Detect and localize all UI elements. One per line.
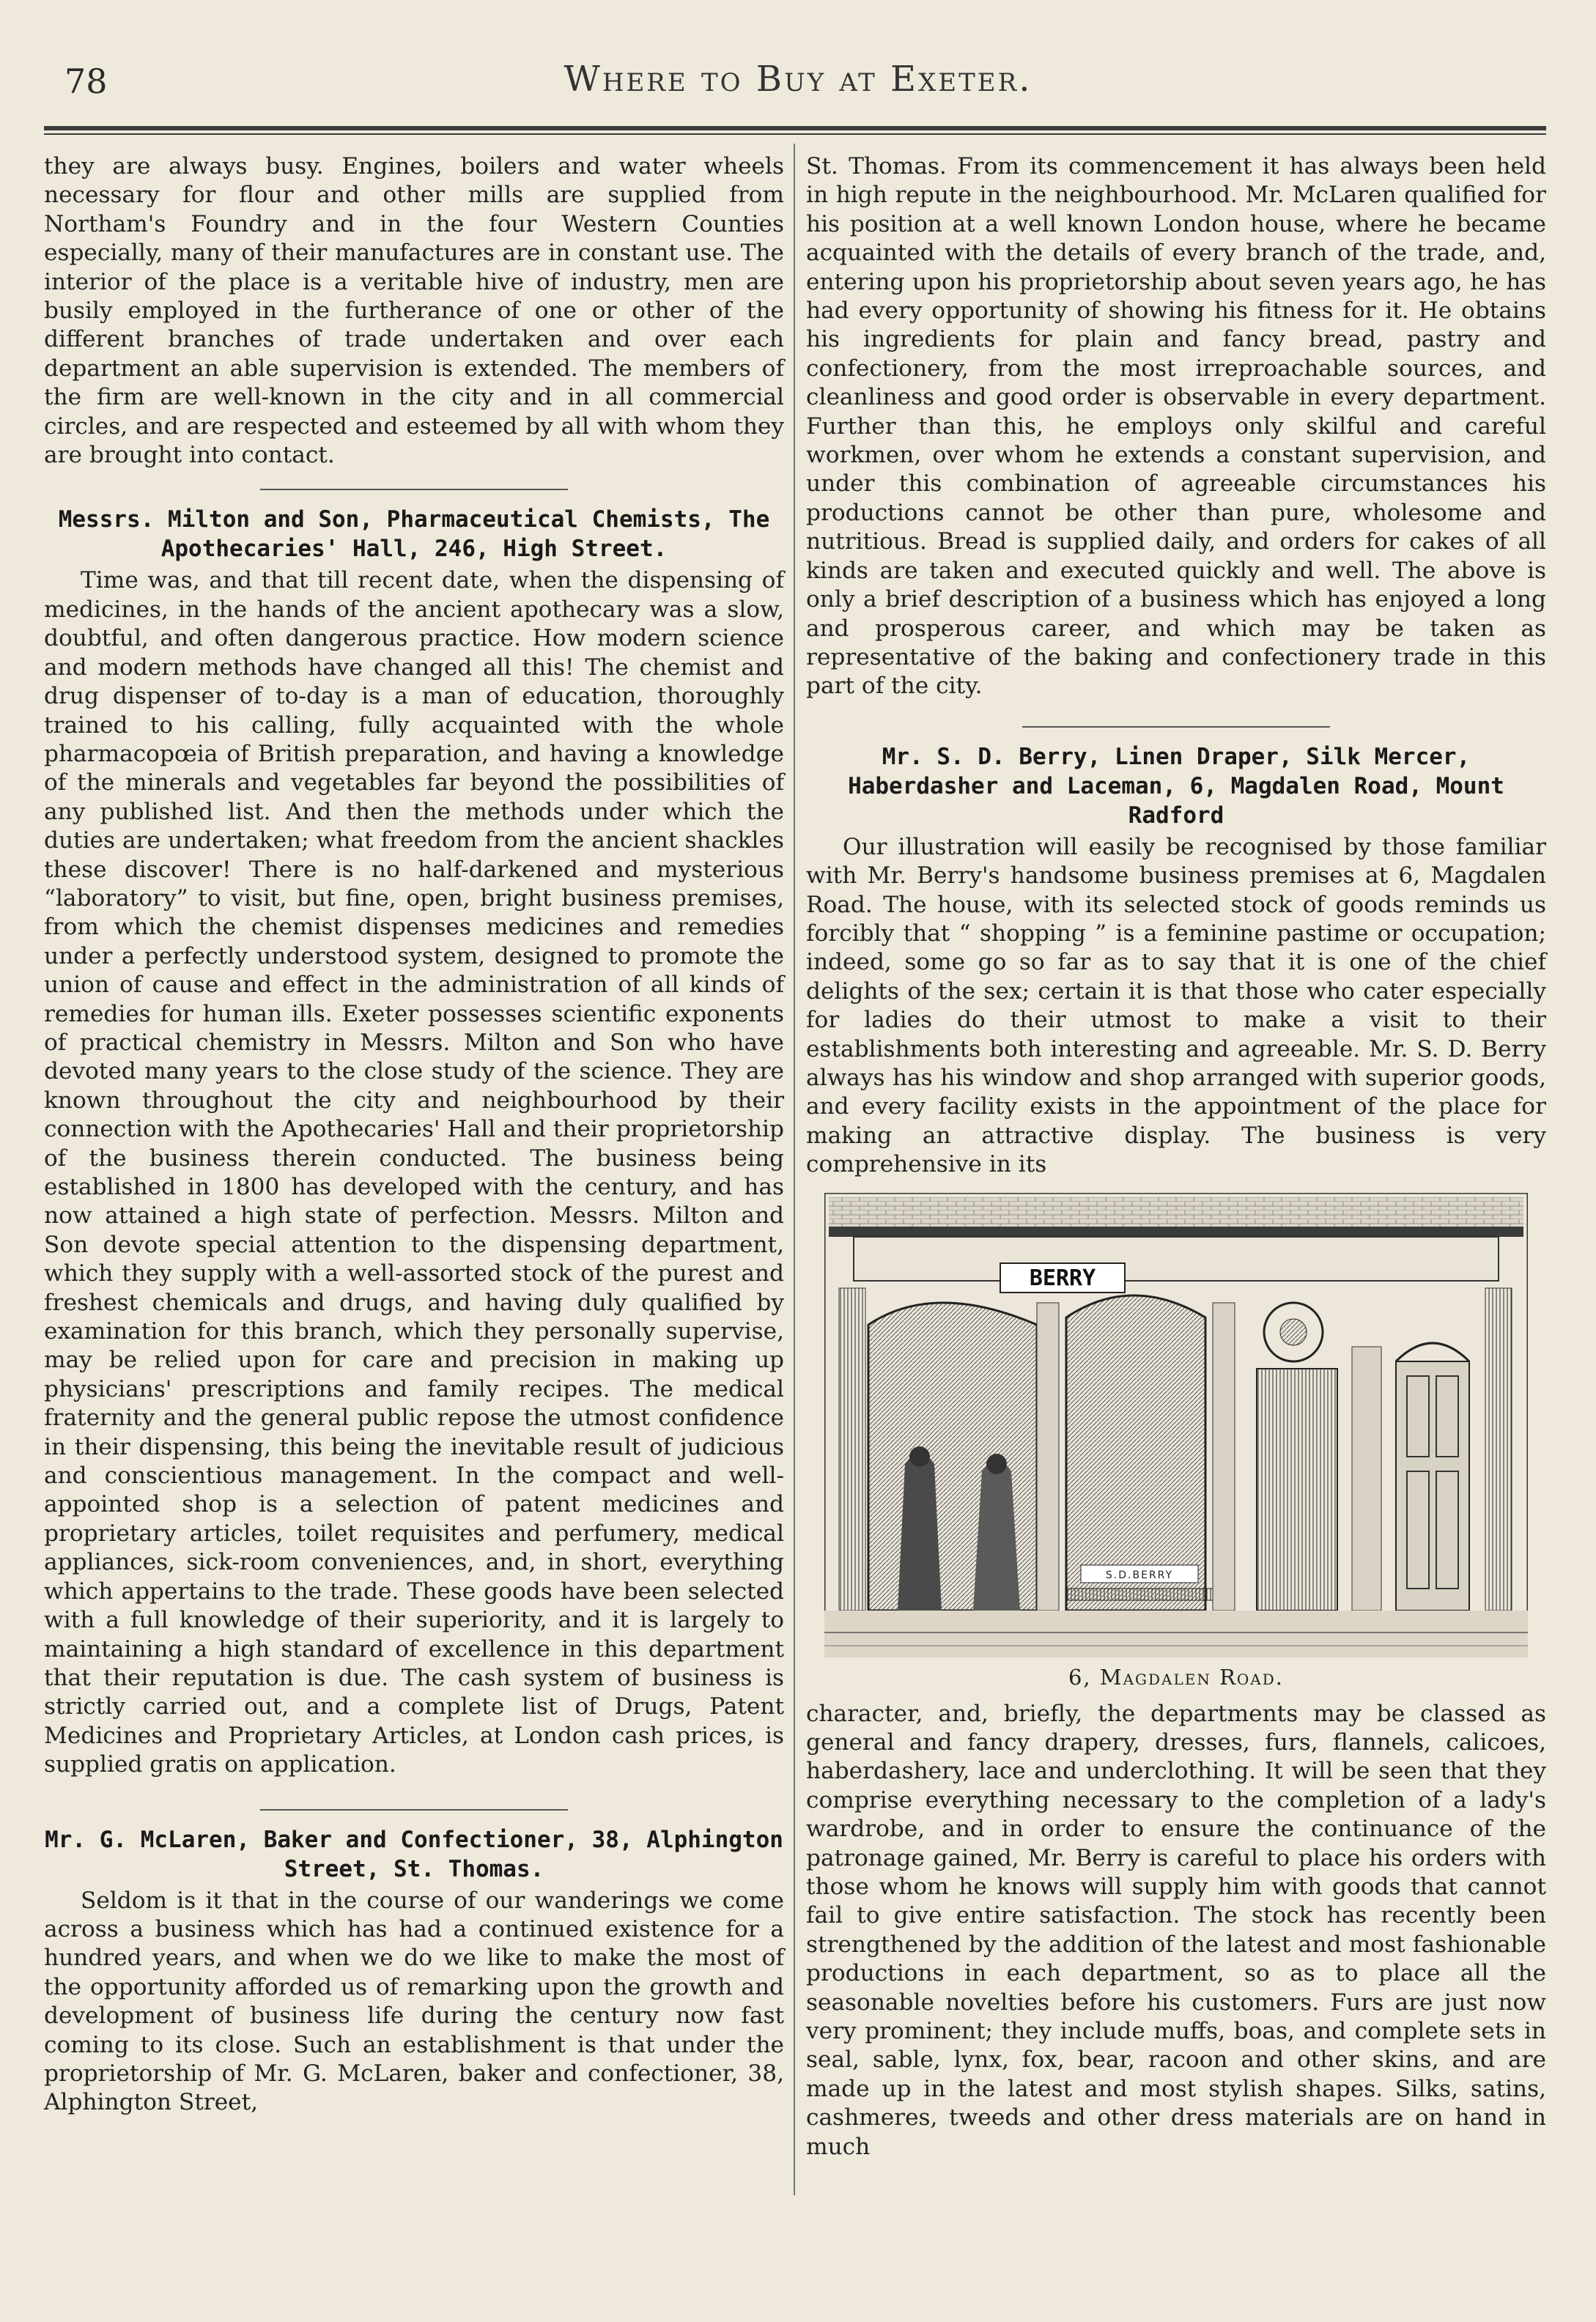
shopfront-engraving [824,1193,1528,1657]
page-number: 78 [64,62,108,101]
fascia-sign: BERRY [1029,1265,1096,1291]
column-divider [794,144,795,2195]
mclaren-continued: St. Thomas. From its commencement it has always been held in high repute in the neighbourhood. Mr. McLaren qualified for his position at a well known London house, where he became acquainted with the details of every branch of the trade, and, entering upon his proprietorship about seven years ago, he has had every opportunity of showing his fitness for it. He obtains his ingredients for plain and fancy bread, pastry and confectionery, from the most irreproachable sources, and cleanliness and good order is observable in every department. Further than this, he employs only skilful and careful workmen, over whom he extends a constant supervision, and under this combination of agreeable circumstances his productions cannot be other than pure, wholesome and nutritious. Bread is supplied daily, and orders for cakes of all kinds are taken and executed quickly and well. The above is only a brief description of a business which has enjoyed a long and prosperous career, and which may be taken as representative of the baking and confectionery trade in this part of the city. [806,153,1546,700]
milton-heading: Messrs. Milton and Son, Pharmaceutical Chemists, The Apothecaries' Hall, 246, High Street. [58,506,770,563]
opening-paragraph: they are always busy. Engines, boilers and water wheels necessary for flour and other mills are supplied from Northam's Foundry and in the four Western Counties especially, many of their manufactures are in constant use. The interior of the place is a veritable hive of industry, men are busily employed in the furtherance of one or other of the different branches of trade undertaken and over each department an able supervision is extended. The members of the firm are well-known in the city and in all commercial circles, and are respected and esteemed by all with whom they are brought into contact. [44,153,784,469]
page-header [44,59,1552,110]
left-column [44,152,784,2118]
running-title: Where to Buy at Exeter. [564,59,1032,100]
berry-body-1: Our illustration will easily be recognised by those familiar with Mr. Berry's handsome business premises at 6, Magdalen Road. The house, with its selected stock of goods reminds us forcibly that “ shopping ” is a feminine pastime or occupation; indeed, some go so far as to say that it is one of the chief delights of the sex; certain it is that those who cater especially for ladies do their utmost to make a visit to their establishments both interesting and agreeable. Mr. S. D. Berry always has his window and shop arranged with superior goods, and every facility exists in the appointment of the place for making an attractive display. The business is very comprehensive in its [806,833,1546,1178]
section-rule [260,1809,568,1811]
right-column [806,152,1546,2162]
window-sign: S.D.BERRY [1105,1569,1174,1581]
section-rule [260,489,568,490]
berry-body-2: character, and, briefly, the departments may be classed as general and fancy drapery, dresses, furs, flannels, calicoes, haberdashery, lace and underclothing. It will be seen that they comprise everything necessary to the completion of a lady's wardrobe, and in order to ensure the continuance of the patronage gained, Mr. Berry is careful to place his orders with those whom he knows will supply him with goods that cannot fail to give entire satisfaction. The stock has recently been strengthened by the addition of the latest and most fashionable productions in each department, so as to place all the seasonable novelties before his customers. Furs are just now very prominent; they include muffs, boas, and complete sets in seal, sable, lynx, fox, bear, racoon and other skins, and are made up in the latest and most stylish shapes. Silks, satins, cashmeres, tweeds and other dress materials are on hand in much [806,1700,1546,2160]
milton-body: Time was, and that till recent date, when the dispensing of medicines, in the hands of the ancient apothecary was a slow, doubtful, and often dangerous practice. How modern science and modern methods have changed all this! The chemist and drug dispenser of to-day is a man of education, thoroughly trained to his calling, fully acquainted with the whole pharmacopœia of British preparation, and having a knowledge of the minerals and vegetables far beyond the possibilities of any published list. And then the methods under which the duties are undertaken; what freedom from the ancient shackles these discover! There is no half-darkened and mysterious “laboratory” to visit, but fine, open, bright business premises, from which the chemist dispenses medicines and remedies under a perfectly understood system, designed to promote the union of cause and effect in the administration of all kinds of remedies for human ills. Exeter possesses scientific exponents of practical chemistry in Messrs. Milton and Son who have devoted many years to the close study of the science. They are known throughout the city and neighbourhood by their connection with the Apothecaries' Hall and their proprietorship of the business therein conducted. The business being established in 1800 has developed with the century, and has now attained a high state of perfection. Messrs. Milton and Son devote special attention to the dispensing department, which they supply with a well-assorted stock of the purest and freshest chemicals and drugs, and having duly qualified by examination for this branch, which they personally supervise, may be relied upon for care and precision in making up physicians' prescriptions and family recipes. The medical fraternity and the general public repose the utmost confidence in their dispensing, this being the inevitable result of judicious and conscientious management. In the compact and well-appointed shop is a selection of patent medicines and proprietary articles, toilet requisites and perfumery, medical appliances, sick-room conveniences, and, in short, everything which appertains to the trade. These goods have been selected with a full knowledge of their superiority, and it is largely to maintaining a high standard of excellence in this department that their reputation is due. The cash system of business is strictly carried out, and a complete list of Drugs, Patent Medicines and Proprietary Articles, at London cash prices, is supplied gratis on application. [44,567,784,1778]
mclaren-body: Seldom is it that in the course of our wanderings we come across a business which has had a continued existence for a hundred years, and when we do we like to make the most of the opportunity afforded us of remarking upon the growth and development of business life during the century now fast coming to its close. Such an establishment is that under the proprietorship of Mr. G. McLaren, baker and confectioner, 38, Alphington Street, [44,1887,784,2116]
shopfront-illustration [824,1193,1528,1657]
section-rule [1022,726,1330,728]
mclaren-heading: Mr. G. McLaren, Baker and Confectioner, 38, Alphington Street, St. Thomas. [45,1826,783,1882]
illustration-caption: 6, Magdalen Road. [1068,1664,1284,1690]
header-rule-thin [44,133,1546,135]
berry-heading: Mr. S. D. Berry, Linen Draper, Silk Mercer, Haberdasher and Laceman, 6, Magdalen Road, Mount Radford [848,743,1504,829]
header-rule-thick [44,126,1546,130]
